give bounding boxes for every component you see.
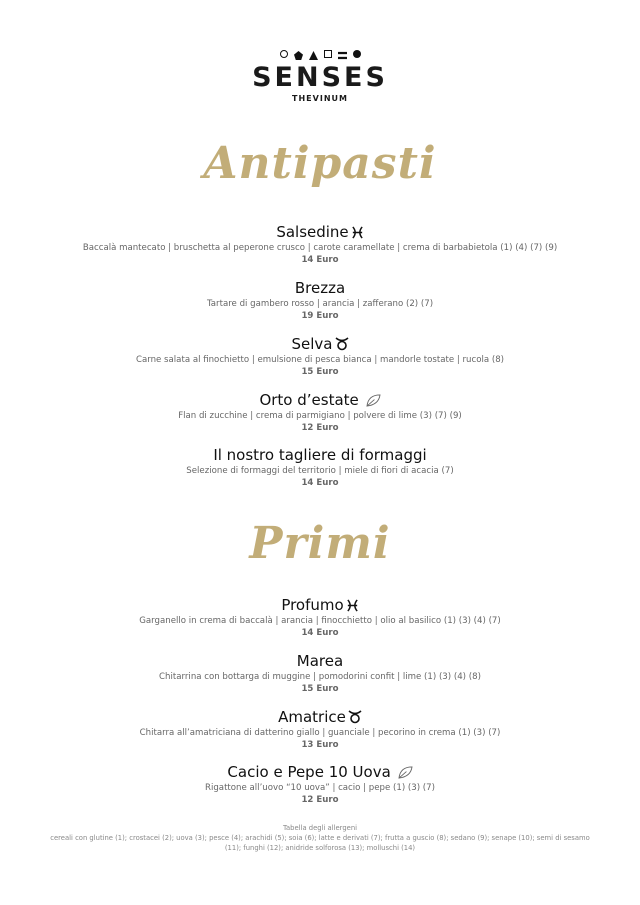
item-description: Chitarrina con bottarga di muggine | pomodorini confit | lime (1) (3) (4) (8): [159, 672, 481, 682]
item-name: Salsedine: [276, 223, 349, 241]
section-title-primi: Primi: [249, 518, 391, 569]
menu-item: [0, 652, 640, 695]
item-price: 14 Euro: [301, 478, 339, 488]
item-name-row: [0, 708, 640, 727]
menu-item: [0, 391, 640, 434]
item-description: Chitarra all’amatriciana di datterino giallo | guanciale | pecorino in crema (1) (3) (7): [139, 728, 501, 738]
allergen-list: cereali con glutine (1); crostacei (2); uova (3); pesce (4); arachidi (5); soia (6); latte e derivati (7); frutta a guscio (8); sedano (9); senape (10); semi di sesamo (11); funghi (12); anidride solforosa (13); molluschi (14): [50, 834, 590, 852]
brand-subtitle: THEVINUM: [292, 94, 348, 103]
menu-item: [0, 446, 640, 489]
menu-item: [0, 335, 640, 378]
item-description: Baccalà mantecato | bruschetta al peperone crusco | carote caramellate | crema di barbabietola (1) (4) (7) (9): [82, 243, 558, 253]
section-title-antipasti: Antipasti: [203, 138, 437, 189]
item-name: Profumo: [281, 596, 344, 614]
circle-outline-icon: [280, 50, 288, 58]
menu-item: [0, 708, 640, 751]
pisces-icon: [351, 226, 364, 239]
leaf-icon: [398, 766, 413, 779]
item-name-row: [0, 596, 640, 615]
taurus-icon: [348, 710, 362, 724]
item-price: 12 Euro: [301, 423, 339, 433]
menu-item: [0, 596, 640, 639]
item-description: Carne salata al finochietto | emulsione di pesca bianca | mandorle tostate | rucola (8): [135, 355, 505, 365]
menu-item: [0, 223, 640, 266]
item-price: 14 Euro: [301, 628, 339, 638]
item-name-row: [0, 335, 640, 354]
item-name-row: [0, 223, 640, 242]
item-description: Garganello in crema di baccalà | arancia | finocchietto | olio al basilico (1) (3) (4) (7): [139, 616, 501, 626]
leaf-icon: [366, 394, 381, 407]
lines-icon: [338, 45, 347, 64]
brand-name: SENSES: [252, 62, 388, 93]
item-name: Orto d’estate: [259, 391, 359, 409]
triangle-icon: [309, 45, 318, 64]
item-price: 15 Euro: [301, 684, 339, 694]
item-description: Selezione di formaggi del territorio | miele di fiori di acacia (7): [186, 466, 454, 476]
item-name-row: [0, 391, 640, 410]
item-name: Amatrice: [278, 708, 346, 726]
allergen-table: [50, 823, 590, 853]
taurus-icon: [335, 337, 349, 351]
item-name: Marea: [296, 652, 344, 670]
item-price: 13 Euro: [301, 740, 339, 750]
pentagon-icon: [294, 45, 303, 64]
item-name: Brezza: [294, 279, 346, 297]
item-name: Cacio e Pepe 10 Uova: [227, 763, 391, 781]
item-description: Flan di zucchine | crema di parmigiano | polvere di lime (3) (7) (9): [178, 411, 462, 421]
item-price: 15 Euro: [301, 367, 339, 377]
item-price: 14 Euro: [301, 255, 339, 265]
square-outline-icon: [324, 50, 332, 58]
item-description: Rigattone all’uovo “10 uova” | cacio | pepe (1) (3) (7): [204, 783, 435, 793]
item-description: Tartare di gambero rosso | arancia | zafferano (2) (7): [206, 299, 434, 309]
brand-logo: [0, 48, 640, 103]
item-name-row: [0, 763, 640, 782]
logo-shapes: [0, 48, 640, 60]
menu-item: [0, 763, 640, 806]
pisces-icon: [346, 599, 359, 612]
item-name: Il nostro tagliere di formaggi: [213, 446, 427, 464]
item-price: 19 Euro: [301, 311, 339, 321]
allergen-title: Tabella degli allergeni: [282, 824, 358, 832]
item-name: Selva: [291, 335, 333, 353]
circle-filled-icon: [353, 50, 361, 58]
item-price: 12 Euro: [301, 795, 339, 805]
menu-item: [0, 279, 640, 322]
